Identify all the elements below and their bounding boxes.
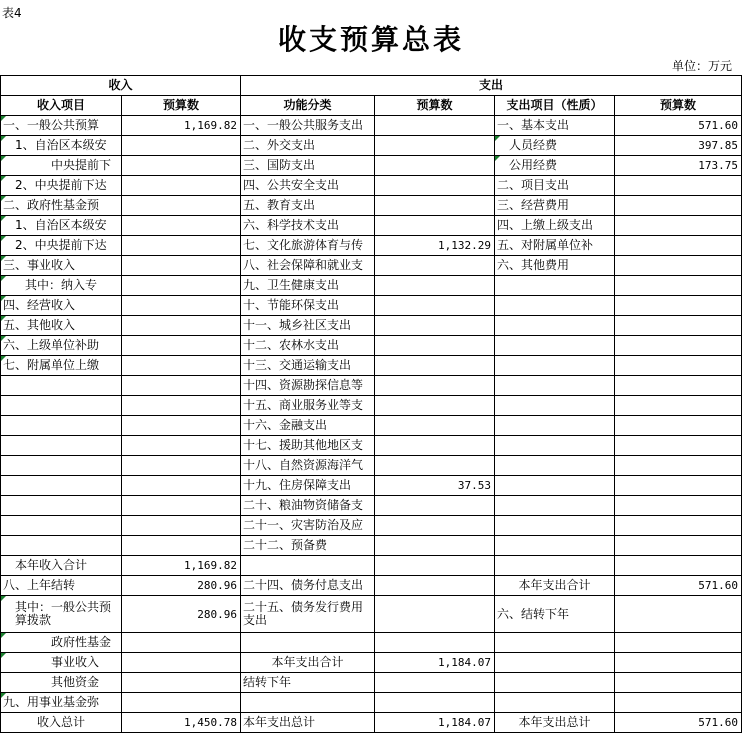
expense-item-cell (495, 556, 615, 576)
income-budget-cell: 1,169.82 (122, 116, 241, 136)
func-class-cell: 四、公共安全支出 (241, 176, 375, 196)
income-item-cell: 中央提前下 (1, 156, 122, 176)
func-class-cell: 八、社会保障和就业支 (241, 256, 375, 276)
func-budget-cell (375, 356, 495, 376)
income-item-cell: 七、附属单位上缴 (1, 356, 122, 376)
income-budget-cell (122, 256, 241, 276)
func-class-cell: 一、一般公共服务支出 (241, 116, 375, 136)
expense-budget-cell (615, 176, 742, 196)
expense-item-cell (495, 376, 615, 396)
income-item-cell: 五、其他收入 (1, 316, 122, 336)
table-row (1, 396, 742, 416)
income-item-cell: 二、政府性基金预 (1, 196, 122, 216)
table-row (1, 476, 742, 496)
func-budget-cell (375, 276, 495, 296)
expense-budget-cell (615, 296, 742, 316)
expense-budget-cell: 571.60 (615, 713, 742, 733)
func-budget-cell (375, 436, 495, 456)
income-budget-cell (122, 416, 241, 436)
expense-budget-cell (615, 673, 742, 693)
expense-budget-cell (615, 276, 742, 296)
func-class-cell: 二、外交支出 (241, 136, 375, 156)
expense-budget-cell (615, 456, 742, 476)
func-class-cell: 二十四、债务付息支出 (241, 576, 375, 596)
table-row (1, 116, 742, 136)
expense-budget-cell (615, 476, 742, 496)
unit-label: 单位：万元 (671, 59, 732, 73)
expense-budget-cell (615, 356, 742, 376)
income-item-cell (1, 376, 122, 396)
expense-budget-cell: 571.60 (615, 576, 742, 596)
expense-item-cell (495, 356, 615, 376)
expense-item-cell: 五、对附属单位补 (495, 236, 615, 256)
income-item-cell: 四、经营收入 (1, 296, 122, 316)
func-budget-cell (375, 416, 495, 436)
func-budget-cell (375, 196, 495, 216)
income-item-cell (1, 396, 122, 416)
income-budget-cell (122, 376, 241, 396)
func-class-cell: 十六、金融支出 (241, 416, 375, 436)
func-class-cell (241, 556, 375, 576)
table-row (1, 256, 742, 276)
income-item-cell (1, 456, 122, 476)
expense-item-header: 支出项目（性质） (495, 96, 615, 116)
func-class-cell: 六、科学技术支出 (241, 216, 375, 236)
func-class-cell: 二十、粮油物资储备支 (241, 496, 375, 516)
income-budget-cell (122, 673, 241, 693)
func-budget-cell: 1,132.29 (375, 236, 495, 256)
income-item-header: 收入项目 (1, 96, 122, 116)
func-class-cell: 二十二、预备费 (241, 536, 375, 556)
income-budget-cell (122, 536, 241, 556)
expense-item-cell: 人员经费 (495, 136, 615, 156)
income-budget-cell (122, 156, 241, 176)
expense-budget-cell (615, 496, 742, 516)
table-row (1, 673, 742, 693)
table-row (1, 416, 742, 436)
expense-budget-cell: 173.75 (615, 156, 742, 176)
expense-item-cell (495, 296, 615, 316)
expense-budget-cell (615, 596, 742, 633)
income-item-cell (1, 516, 122, 536)
table-row (1, 376, 742, 396)
table-row (1, 516, 742, 536)
income-budget-cell (122, 356, 241, 376)
expense-item-cell (495, 633, 615, 653)
income-item-cell: 政府性基金 (1, 633, 122, 653)
expense-item-cell (495, 496, 615, 516)
sheet-label: 表4 (2, 6, 22, 20)
func-class-cell: 二十五、债务发行费用支出 (241, 596, 375, 633)
expense-budget-cell (615, 216, 742, 236)
func-budget-cell (375, 116, 495, 136)
income-header: 收入 (1, 76, 241, 96)
table-row (1, 576, 742, 596)
income-budget-cell (122, 653, 241, 673)
expense-budget-cell (615, 416, 742, 436)
func-budget-cell (375, 536, 495, 556)
expense-budget-cell (615, 316, 742, 336)
func-budget-cell (375, 376, 495, 396)
func-class-cell: 十九、住房保障支出 (241, 476, 375, 496)
func-budget-cell (375, 216, 495, 236)
income-item-cell: 事业收入 (1, 653, 122, 673)
func-budget-cell (375, 556, 495, 576)
func-class-cell: 十七、援助其他地区支 (241, 436, 375, 456)
income-item-cell: 三、事业收入 (1, 256, 122, 276)
func-budget-cell (375, 496, 495, 516)
table-row (1, 596, 742, 633)
expense-item-cell (495, 276, 615, 296)
income-item-cell: 1、自治区本级安 (1, 136, 122, 156)
func-class-cell: 九、卫生健康支出 (241, 276, 375, 296)
func-budget-cell (375, 176, 495, 196)
func-class-cell (241, 693, 375, 713)
table-row (1, 356, 742, 376)
table-row (1, 653, 742, 673)
income-budget-cell (122, 236, 241, 256)
expense-budget-cell (615, 256, 742, 276)
expense-item-cell: 六、结转下年 (495, 596, 615, 633)
income-item-cell: 六、上级单位补助 (1, 336, 122, 356)
budget-table (0, 75, 742, 733)
expense-item-cell (495, 693, 615, 713)
func-class-cell: 本年支出总计 (241, 713, 375, 733)
table-row (1, 196, 742, 216)
income-budget-cell: 1,169.82 (122, 556, 241, 576)
table-row (1, 496, 742, 516)
income-budget-cell (122, 693, 241, 713)
expense-budget-cell (615, 376, 742, 396)
table-row (1, 156, 742, 176)
income-item-cell: 本年收入合计 (1, 556, 122, 576)
table-row (1, 536, 742, 556)
expense-budget-cell (615, 653, 742, 673)
func-budget-cell (375, 456, 495, 476)
income-budget-cell: 280.96 (122, 576, 241, 596)
expense-budget-cell (615, 236, 742, 256)
func-budget-cell (375, 596, 495, 633)
income-item-cell: 2、中央提前下达 (1, 236, 122, 256)
expense-item-cell (495, 456, 615, 476)
income-item-cell: 其中：纳入专 (1, 276, 122, 296)
income-item-cell (1, 536, 122, 556)
func-class-cell: 二十一、灾害防治及应 (241, 516, 375, 536)
table-row (1, 693, 742, 713)
income-item-cell: 1、自治区本级安 (1, 216, 122, 236)
income-item-cell (1, 416, 122, 436)
func-budget-cell (375, 396, 495, 416)
expense-budget-cell (615, 396, 742, 416)
income-budget-cell: 280.96 (122, 596, 241, 633)
expense-budget-cell (615, 516, 742, 536)
func-budget-cell: 1,184.07 (375, 713, 495, 733)
func-budget-cell: 1,184.07 (375, 653, 495, 673)
expense-budget-cell (615, 536, 742, 556)
income-budget-cell: 1,450.78 (122, 713, 241, 733)
income-budget-cell (122, 516, 241, 536)
income-budget-cell (122, 336, 241, 356)
func-class-cell: 七、文化旅游体育与传 (241, 236, 375, 256)
table-row (1, 713, 742, 733)
income-budget-cell (122, 176, 241, 196)
func-class-cell: 十三、交通运输支出 (241, 356, 375, 376)
income-item-cell: 2、中央提前下达 (1, 176, 122, 196)
expense-budget-cell: 571.60 (615, 116, 742, 136)
income-budget-cell (122, 476, 241, 496)
func-budget-cell (375, 136, 495, 156)
table-row (1, 456, 742, 476)
expense-item-cell: 一、基本支出 (495, 116, 615, 136)
table-row (1, 633, 742, 653)
func-class-cell: 结转下年 (241, 673, 375, 693)
expense-item-cell (495, 316, 615, 336)
income-budget-cell (122, 296, 241, 316)
expense-item-cell (495, 476, 615, 496)
expense-item-cell (495, 436, 615, 456)
func-budget-cell (375, 296, 495, 316)
income-item-cell (1, 496, 122, 516)
expense-budget-cell: 397.85 (615, 136, 742, 156)
expense-budget-cell (615, 336, 742, 356)
func-class-cell: 十四、资源勘探信息等 (241, 376, 375, 396)
func-class-cell: 十一、城乡社区支出 (241, 316, 375, 336)
header-row-columns (1, 96, 742, 116)
func-class-cell: 本年支出合计 (241, 653, 375, 673)
income-item-cell: 八、上年结转 (1, 576, 122, 596)
header-row-group (1, 76, 742, 96)
income-budget-cell (122, 456, 241, 476)
expense-item-cell (495, 536, 615, 556)
expense-item-cell: 三、经营费用 (495, 196, 615, 216)
func-class-header: 功能分类 (241, 96, 375, 116)
income-item-cell (1, 476, 122, 496)
budget-header: 预算数 (375, 96, 495, 116)
expense-item-cell (495, 396, 615, 416)
expense-budget-cell (615, 693, 742, 713)
income-item-cell (1, 436, 122, 456)
func-class-cell: 十八、自然资源海洋气 (241, 456, 375, 476)
func-class-cell: 五、教育支出 (241, 196, 375, 216)
func-budget-cell (375, 633, 495, 653)
table-body (1, 116, 742, 733)
page-title: 收支预算总表 (277, 23, 464, 56)
func-class-cell: 十二、农林水支出 (241, 336, 375, 356)
budget-header: 预算数 (122, 96, 241, 116)
income-item-cell: 收入总计 (1, 713, 122, 733)
table-row (1, 436, 742, 456)
func-budget-cell (375, 576, 495, 596)
table-row (1, 216, 742, 236)
expense-header: 支出 (241, 76, 742, 96)
expense-budget-cell (615, 196, 742, 216)
table-row (1, 316, 742, 336)
table-row (1, 136, 742, 156)
func-budget-cell (375, 316, 495, 336)
expense-item-cell: 公用经费 (495, 156, 615, 176)
table-row (1, 336, 742, 356)
expense-item-cell (495, 673, 615, 693)
income-budget-cell (122, 276, 241, 296)
func-class-cell: 十五、商业服务业等支 (241, 396, 375, 416)
income-budget-cell (122, 496, 241, 516)
func-budget-cell (375, 673, 495, 693)
expense-item-cell: 本年支出总计 (495, 713, 615, 733)
func-budget-cell (375, 693, 495, 713)
income-budget-cell (122, 216, 241, 236)
income-item-cell: 其中：一般公共预算拨款 (1, 596, 122, 633)
income-item-cell: 九、用事业基金弥 (1, 693, 122, 713)
func-class-cell (241, 633, 375, 653)
table-row (1, 276, 742, 296)
expense-budget-cell (615, 436, 742, 456)
expense-budget-cell (615, 633, 742, 653)
expense-item-cell (495, 653, 615, 673)
income-budget-cell (122, 136, 241, 156)
table-row (1, 176, 742, 196)
income-budget-cell (122, 196, 241, 216)
expense-item-cell: 六、其他费用 (495, 256, 615, 276)
func-budget-cell (375, 516, 495, 536)
func-budget-cell: 37.53 (375, 476, 495, 496)
income-budget-cell (122, 396, 241, 416)
income-budget-cell (122, 633, 241, 653)
income-item-cell: 其他资金 (1, 673, 122, 693)
table-row (1, 296, 742, 316)
func-budget-cell (375, 256, 495, 276)
func-class-cell: 十、节能环保支出 (241, 296, 375, 316)
income-budget-cell (122, 316, 241, 336)
expense-item-cell (495, 416, 615, 436)
expense-item-cell: 二、项目支出 (495, 176, 615, 196)
expense-budget-cell (615, 556, 742, 576)
func-class-cell: 三、国防支出 (241, 156, 375, 176)
expense-item-cell: 本年支出合计 (495, 576, 615, 596)
income-item-cell: 一、一般公共预算 (1, 116, 122, 136)
budget-header: 预算数 (615, 96, 742, 116)
expense-item-cell (495, 516, 615, 536)
expense-item-cell (495, 336, 615, 356)
func-budget-cell (375, 156, 495, 176)
expense-item-cell: 四、上缴上级支出 (495, 216, 615, 236)
table-row (1, 556, 742, 576)
func-budget-cell (375, 336, 495, 356)
income-budget-cell (122, 436, 241, 456)
table-row (1, 236, 742, 256)
